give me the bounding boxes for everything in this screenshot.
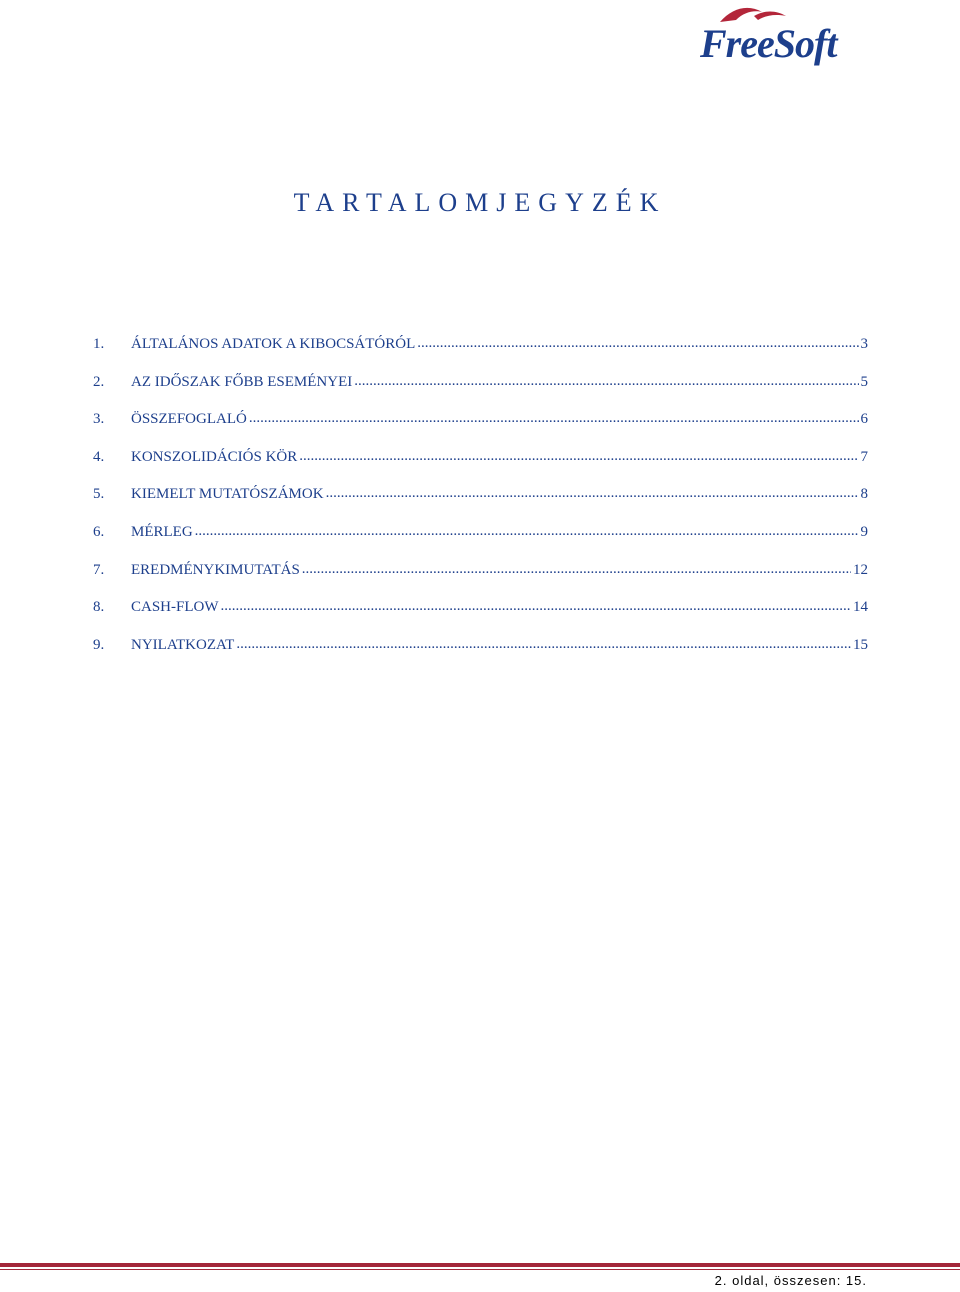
toc-dot-leader xyxy=(354,373,858,390)
toc-entry-label: ÖSSZEFOGLALÓ xyxy=(131,411,247,428)
toc-entry-label: NYILATKOZAT xyxy=(131,636,235,653)
toc-dot-leader xyxy=(302,561,851,578)
toc-entry-page: 6 xyxy=(860,411,868,428)
toc-entry-label: KIEMELT MUTATÓSZÁMOK xyxy=(131,486,324,503)
toc-dot-leader xyxy=(417,335,858,352)
toc-dot-leader xyxy=(236,636,851,653)
toc-dot-leader xyxy=(299,448,858,465)
toc-entry-label: ÁLTALÁNOS ADATOK A KIBOCSÁTÓRÓL xyxy=(131,336,416,352)
toc-dot-leader xyxy=(326,485,859,502)
toc-entry-page: 8 xyxy=(860,486,868,503)
toc-entry-number: 6. xyxy=(93,523,105,540)
toc-entry-number: 4. xyxy=(93,448,105,465)
toc-entry[interactable] xyxy=(93,524,868,562)
toc-entry[interactable] xyxy=(93,486,868,524)
page-title: TARTALOMJEGYZÉK xyxy=(293,188,667,217)
table-of-contents xyxy=(93,336,868,674)
toc-entry-page: 14 xyxy=(853,599,868,616)
footer-divider-thin xyxy=(0,1269,960,1270)
toc-entry[interactable] xyxy=(93,336,868,374)
toc-entry-label: KONSZOLIDÁCIÓS KÖR xyxy=(131,448,298,465)
toc-entry-page: 3 xyxy=(860,336,868,352)
toc-entry-number: 1. xyxy=(93,336,105,352)
toc-dot-leader xyxy=(221,598,851,615)
toc-entry-page: 5 xyxy=(860,373,868,390)
toc-entry-label: AZ IDŐSZAK FŐBB ESEMÉNYEI xyxy=(131,373,353,390)
toc-entry[interactable] xyxy=(93,599,868,637)
toc-entry-number: 2. xyxy=(93,373,105,390)
toc-entry-number: 3. xyxy=(93,411,105,428)
toc-entry-number: 5. xyxy=(93,486,105,503)
toc-dot-leader xyxy=(195,523,859,540)
toc-entry-label: EREDMÉNYKIMUTATÁS xyxy=(131,561,300,578)
freesoft-logo xyxy=(690,0,890,72)
toc-entry-number: 8. xyxy=(93,599,105,616)
toc-entry[interactable] xyxy=(93,411,868,449)
toc-entry-label: CASH-FLOW xyxy=(131,599,219,616)
toc-dot-leader xyxy=(249,410,859,427)
toc-entry-label: MÉRLEG xyxy=(131,523,193,540)
toc-entry[interactable] xyxy=(93,637,868,675)
toc-entry[interactable] xyxy=(93,562,868,600)
toc-entry-page: 9 xyxy=(860,523,868,540)
toc-entry[interactable] xyxy=(93,374,868,412)
toc-entry-page: 12 xyxy=(853,561,868,578)
logo-wordmark: FreeSoft xyxy=(700,21,837,66)
page-number-footer: 2. oldal, összesen: 15. xyxy=(714,1273,867,1288)
toc-entry-page: 7 xyxy=(860,448,868,465)
footer-divider xyxy=(0,1263,960,1267)
toc-entry-number: 9. xyxy=(93,636,105,653)
toc-entry-number: 7. xyxy=(93,561,105,578)
toc-entry[interactable] xyxy=(93,449,868,487)
toc-entry-page: 15 xyxy=(853,636,868,653)
